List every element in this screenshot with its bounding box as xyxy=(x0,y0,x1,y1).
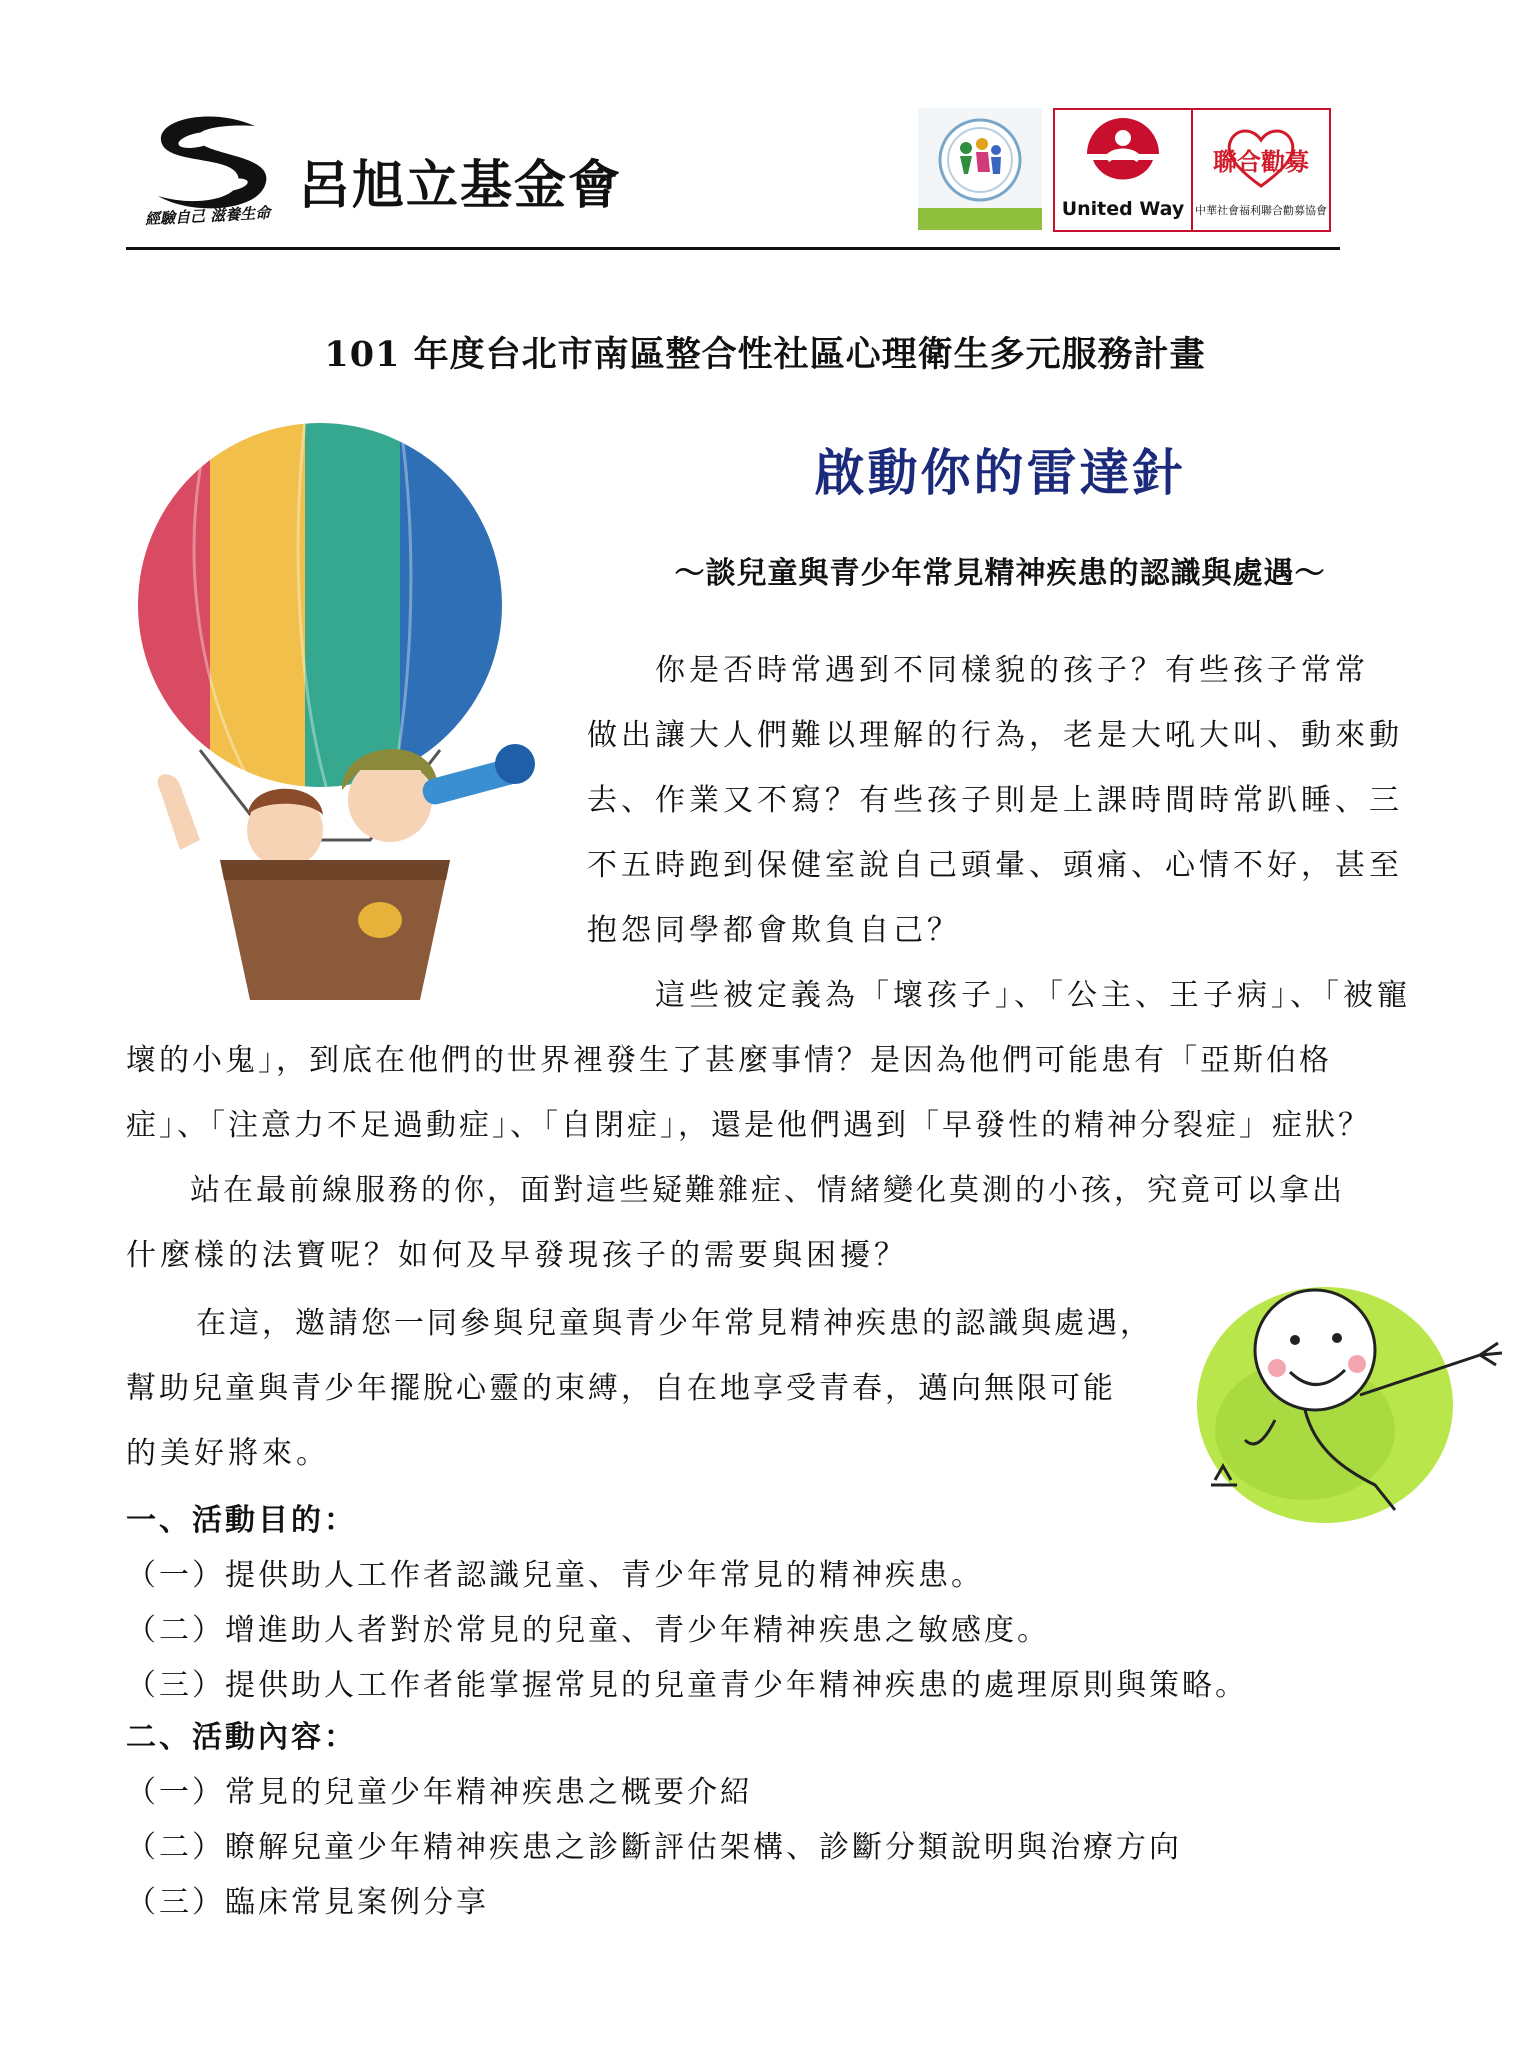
smiley-character-illustration xyxy=(1185,1280,1515,1530)
united-chinese-sublabel: 中華社會福利聯合勸募協會 xyxy=(1195,204,1327,217)
intro-line: 抱怨同學都會欺負自己？ xyxy=(587,913,961,948)
list-item: （二）增進助人者對於常見的兒童、青少年精神疾患之敏感度。 xyxy=(126,1613,1050,1648)
intro-line: 什麼樣的法寶呢？如何及早發現孩子的需要與困擾？ xyxy=(126,1238,908,1273)
intro-line: 站在最前線服務的你，面對這些疑難雜症、情緒變化莫測的小孩，究竟可以拿出 xyxy=(190,1173,1345,1208)
intro-line: 不五時跑到保健室說自己頭暈、頭痛、心情不好，甚至 xyxy=(587,848,1403,883)
hot-air-balloon-illustration xyxy=(120,420,580,1010)
united-way-label: United Way xyxy=(1061,198,1185,220)
intro-line: 這些被定義為「壞孩子」、「公主、王子病」、「被寵 xyxy=(655,978,1411,1013)
heart-icon xyxy=(1223,124,1299,190)
partner-logo-community xyxy=(918,108,1042,230)
list-item: （一）提供助人工作者認識兒童、青少年常見的精神疾患。 xyxy=(126,1558,984,1593)
event-title: 啟動你的雷達針 xyxy=(814,443,1186,502)
plan-title: 101 年度台北市南區整合性社區心理衛生多元服務計畫 xyxy=(324,334,1206,375)
org-name: 呂旭立基金會 xyxy=(298,156,623,216)
section-heading-content: 二、活動內容： xyxy=(126,1720,357,1755)
intro-line: 你是否時常遇到不同樣貌的孩子？有些孩子常常 xyxy=(655,653,1369,688)
intro-line: 壞的小鬼」，到底在他們的世界裡發生了甚麼事情？是因為他們可能患有「亞斯伯格 xyxy=(126,1043,1332,1078)
united-chinese-label: 聯合勸募 xyxy=(1213,148,1309,176)
section-heading-purpose: 一、活動目的： xyxy=(126,1503,357,1538)
header xyxy=(0,0,1530,260)
intro-line: 去、作業又不寫？有些孩子則是上課時間時常趴睡、三 xyxy=(587,783,1403,818)
list-item: （一）常見的兒童少年精神疾患之概要介紹 xyxy=(126,1775,753,1810)
event-subtitle: ～談兒童與青少年常見精神疾患的認識與處遇～ xyxy=(674,556,1326,591)
list-item: （二）瞭解兒童少年精神疾患之診斷評估架構、診斷分類說明與治療方向 xyxy=(126,1830,1182,1865)
list-item: （三）提供助人工作者能掌握常見的兒童青少年精神疾患的處理原則與策略。 xyxy=(126,1668,1248,1703)
intro-line: 在這，邀請您一同參與兒童與青少年常見精神疾患的認識與處遇， xyxy=(196,1306,1153,1341)
united-way-hand-icon xyxy=(1083,116,1163,188)
intro-line: 做出讓大人們難以理解的行為，老是大吼大叫、動來動 xyxy=(587,718,1403,753)
intro-line: 幫助兒童與青少年擺脫心靈的束縛，自在地享受青春，邁向無限可能 xyxy=(126,1371,1116,1406)
partner-logo-united-chinese xyxy=(1191,108,1331,232)
community-logo-icon xyxy=(918,108,1042,230)
intro-line: 症」、「注意力不足過動症」、「自閉症」，還是他們遇到「早發性的精神分裂症」症狀？ xyxy=(126,1108,1371,1143)
org-slogan: 經驗自己 滋養生命 xyxy=(144,203,271,229)
header-divider xyxy=(126,247,1340,250)
list-item: （三）臨床常見案例分享 xyxy=(126,1885,489,1920)
intro-line: 的美好將來。 xyxy=(126,1436,330,1471)
partner-logo-united-way xyxy=(1053,108,1193,232)
